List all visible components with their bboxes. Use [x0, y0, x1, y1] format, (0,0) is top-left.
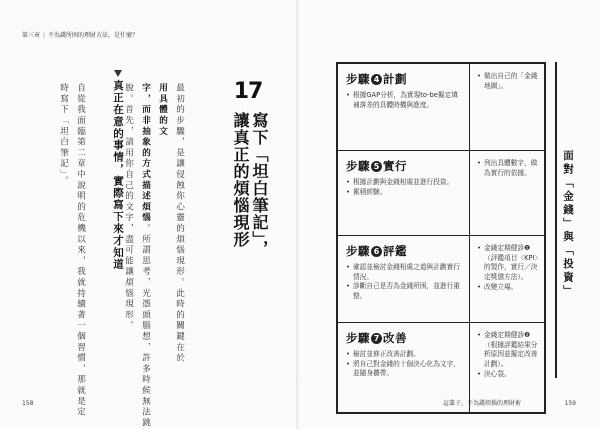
body-column: 脫。首先，請用你自己的文字，盡可能讓煩惱現形。 — [123, 83, 134, 332]
article-number: 17 — [233, 79, 263, 104]
step-main-cell — [338, 151, 470, 235]
step-row — [338, 64, 544, 151]
triangle-bullet-icon — [114, 70, 122, 77]
chapter-label: 第三章 — [22, 32, 41, 39]
step-side-item: • 做出自己的「金錢地圖」。 — [477, 72, 539, 91]
step-bullets — [346, 263, 463, 302]
step-side-cell — [470, 236, 544, 322]
step-number-badge: 7 — [371, 333, 382, 344]
step-main-cell — [338, 64, 470, 150]
chapter-title: 不為錢所困的理財方法，是什麼？ — [48, 32, 139, 39]
step-bullet: • 診斷自己是否為金錢所困，並進行重整。 — [346, 282, 463, 301]
chapter-side-tab-label: 面對「金錢」與「投資」 — [562, 150, 574, 299]
step-name: 實行 — [383, 159, 407, 173]
step-bullets — [346, 91, 463, 110]
step-title — [346, 71, 463, 87]
step-title — [346, 330, 463, 346]
step-bullet: • 根據計劃與金錢相處並進行投資。 — [346, 178, 463, 188]
step-side-item: • 改變立場。 — [477, 283, 539, 293]
step-side-item: • 列出具體數字，做為實行的依據。 — [477, 159, 539, 178]
body-column: 自從我面臨第二章中說明的危機以來，我就持續著一個習慣，那就是定 — [75, 83, 86, 418]
step-side-list — [477, 72, 539, 91]
step-side-list — [477, 159, 539, 178]
step-name: 改善 — [383, 331, 407, 345]
step-bullets — [346, 178, 463, 197]
step-title — [346, 243, 463, 259]
step-bullets — [346, 350, 463, 379]
chapter-header — [22, 30, 138, 39]
step-prefix: 步驟 — [346, 331, 370, 345]
step-bullet: • 將自己對金錢的十個決心化為文字，並隨身攜帶。 — [346, 360, 463, 379]
step-bullet: • 檢討並修正改善計劃。 — [346, 350, 463, 360]
step-side-cell — [470, 64, 544, 150]
step-side-item: • 金錢定期健診❷（根據評鑑結果分析原因並擬定改善計劃）。 — [477, 331, 539, 370]
step-bullet: • 根據GAP分析，為實現to-be擬定填補落差的具體時機與進度。 — [346, 91, 463, 110]
body-column — [141, 83, 150, 429]
step-title — [346, 158, 463, 174]
subheading: 真正在意的事情，實際寫下來才知道 — [112, 80, 124, 271]
steps-table — [336, 62, 546, 414]
step-side-list — [477, 331, 539, 380]
step-prefix: 步驟 — [346, 244, 370, 258]
step-name: 計劃 — [383, 72, 407, 86]
step-bullet: • 確認並檢討金錢相處之道與計劃實行情況。 — [346, 263, 463, 282]
step-row — [338, 236, 544, 323]
step-prefix: 步驟 — [346, 159, 370, 173]
body-emphasis: 字，而非抽象的方式描述煩惱 — [140, 83, 151, 224]
step-number-badge: 6 — [371, 246, 382, 257]
chapter-separator: | — [43, 32, 46, 39]
body-column: 最初的步驟，是讓侵蝕你心靈的煩惱現形。此時的關鍵在於 — [174, 83, 185, 364]
page-number-left: 158 — [22, 400, 34, 407]
body-column-emphasis: 用具體的文 — [157, 83, 168, 137]
step-side-item: • 決心袋。 — [477, 370, 539, 380]
body-text: 。所謂思考，光憑頭腦想，許多時候無法跳 — [140, 223, 151, 429]
step-side-item: • 金錢定期健診❶（評鑑項目〈KPI〉的製作，實行／決定獎懲方法）。 — [477, 244, 539, 283]
running-footer: 這輩子，不為錢煩惱的理財術 — [443, 400, 522, 407]
step-bullet: • 累積經驗。 — [346, 188, 463, 198]
article-title-line-2: 讓真正的煩惱現形 — [231, 112, 250, 248]
page-number-right: 159 — [564, 400, 576, 407]
step-prefix: 步驟 — [346, 72, 370, 86]
step-number-badge: 5 — [371, 161, 382, 172]
step-side-cell — [470, 151, 544, 235]
body-column: 時寫下「坦白筆記」。 — [58, 83, 69, 187]
step-number-badge: 4 — [371, 74, 382, 85]
step-row — [338, 151, 544, 236]
step-name: 評鑑 — [383, 244, 407, 258]
step-main-cell — [338, 236, 470, 322]
step-side-list — [477, 244, 539, 293]
article-title-line-1: 寫下「坦白筆記」， — [250, 112, 269, 257]
